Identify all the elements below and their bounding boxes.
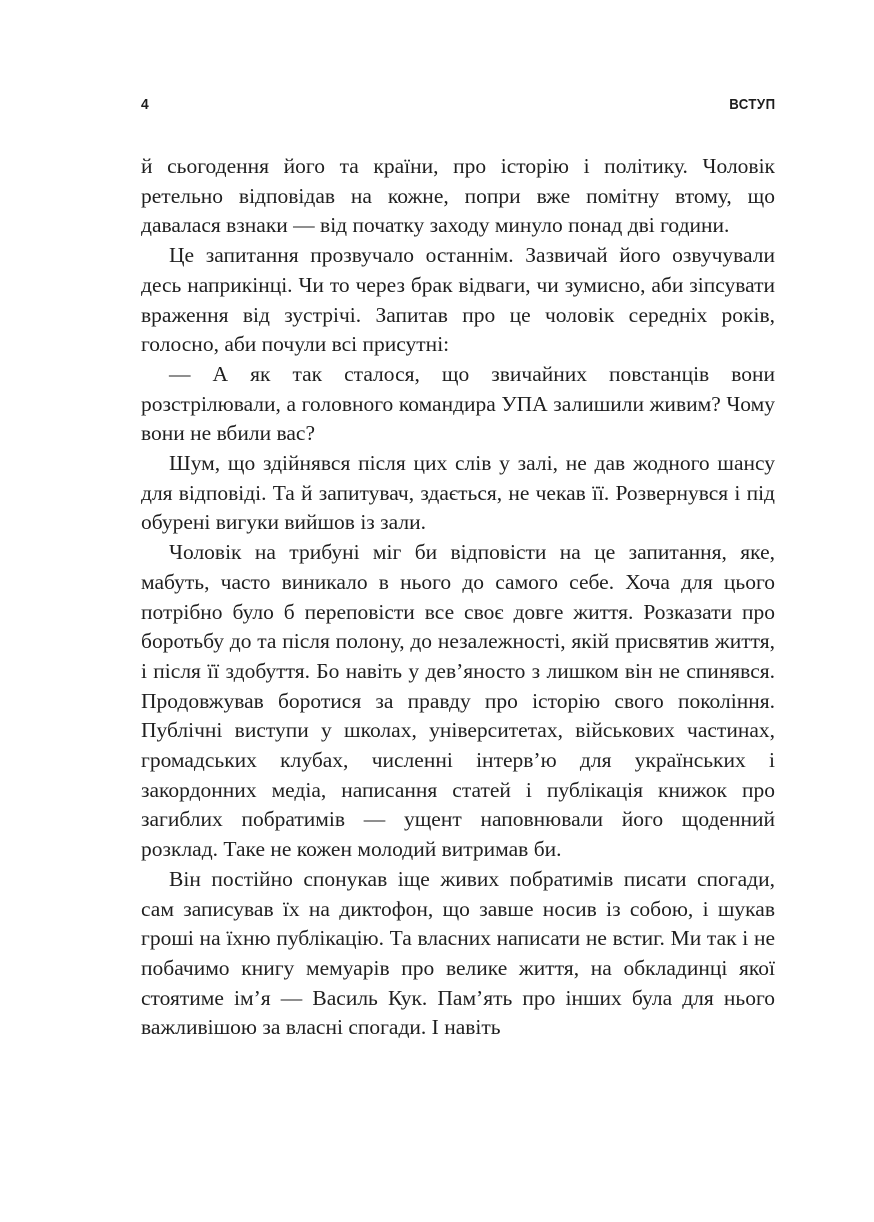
paragraph: Шум, що здійнявся після цих слів у залі, не дав жодного шансу для відповіді. Та й запитувач, здається, не чекав її. Розвернувся і під обурені вигуки вийшов із зали. xyxy=(141,451,775,535)
paragraph-dialogue: — А як так сталося, що звичайних повстанців вони розстрілювали, а головного командира УПА залишили живим? Чому вони не вбили вас? xyxy=(141,361,775,446)
paragraph: Чоловік на трибуні міг би відповісти на це запитання, яке, мабуть, часто виникало в нього до самого себе. Хоча для цього потрібно було б переповісти все своє довге життя. Розказати про боротьбу до та після полону, до незалежності, якій присвятив життя, і після її здобуття. Бо навіть у дев’яносто з лишком він не спинявся. Продовжував боротися за правду про історію свого покоління. Публічні виступи у школах, університетах, військових частинах, громадських клубах, численні інтерв’ю для українських і закордонних медіа, написання статей і публікація книжок про загиблих побратимів — ущент наповнювали його щоденний розклад. Таке не кожен молодий витримав би. xyxy=(141,540,775,862)
paragraph: Це запитання прозвучало останнім. Зазвичай його озвучували десь наприкінці. Чи то через брак відваги, чи зумисно, аби зіпсувати враження від зустрічі. Запитав про це чоловік середніх років, голосно, аби почули всі присутні: xyxy=(141,243,775,357)
page-number: 4 xyxy=(141,96,150,113)
paragraph: й сьогодення його та країни, про історію і політику. Чоловік ретельно відповідав на кожне, попри вже помітну втому, що давалася взнаки — від початку заходу минуло понад дві години. xyxy=(141,154,775,238)
chapter-header: ВСТУП xyxy=(728,96,775,113)
page-body xyxy=(141,152,775,1043)
running-header xyxy=(141,96,775,113)
paragraph: Він постійно спонукав іще живих побратимів писати спогади, сам записував їх на диктофон, що завше носив із собою, і шукав гроші на їхню публікацію. Та власних написати не встиг. Ми так і не побачимо книгу мемуарів про велике життя, на обкладинці якої стоятиме ім’я — Василь Кук. Пам’ять про інших була для нього важливішою за власні спогади. І навіть xyxy=(141,866,775,1040)
